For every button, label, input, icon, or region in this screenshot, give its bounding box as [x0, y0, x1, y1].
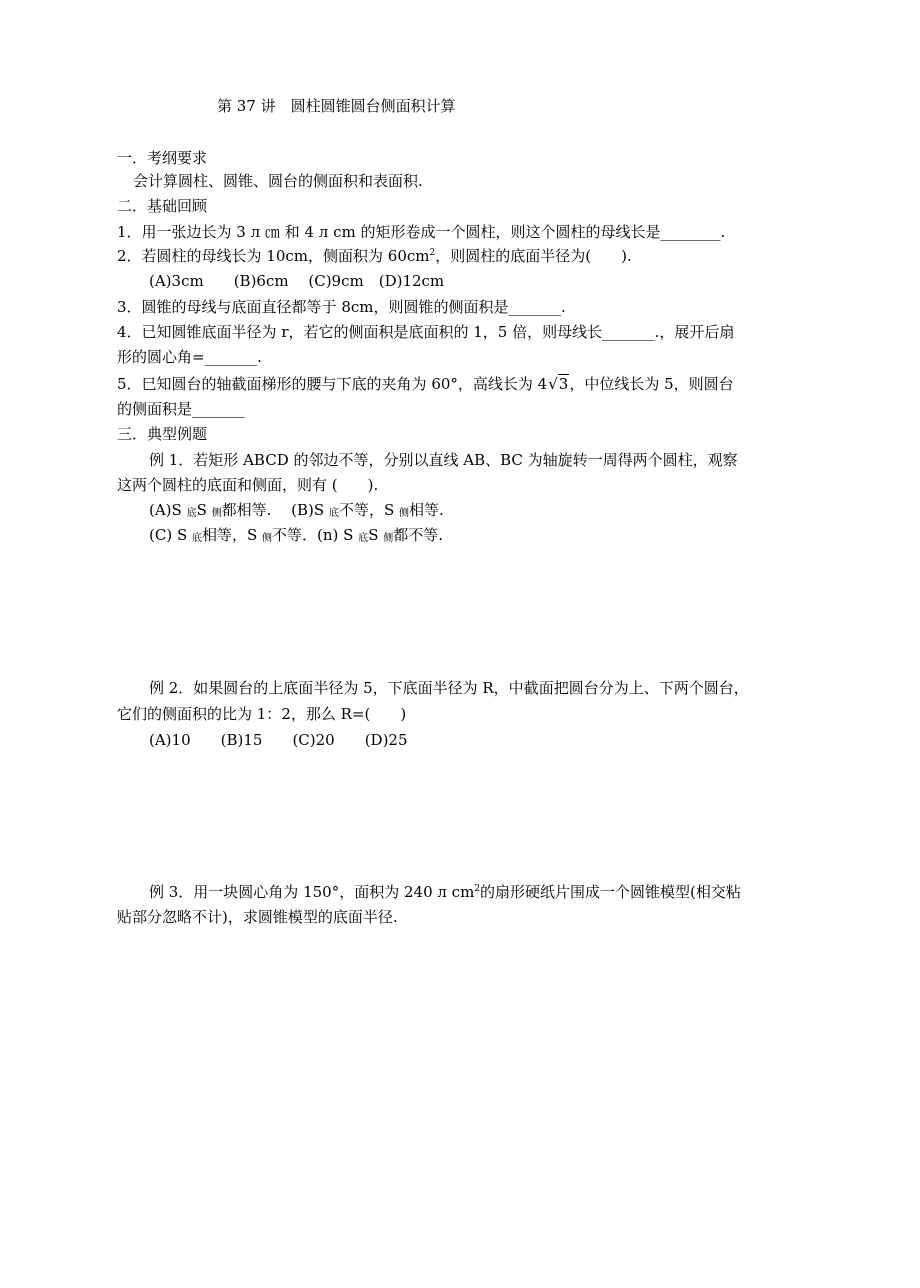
sqrt-radicand: 3: [558, 375, 569, 393]
option-text: S: [368, 526, 384, 544]
question-4-line-1: 4．已知圆锥底面半径为 r，若它的侧面积是底面积的 1，5 倍，则母线长_______.，展开后扇: [117, 323, 735, 341]
subscript: 侧: [383, 533, 394, 544]
question-5-line-2: 的侧面积是_______: [117, 400, 245, 418]
option-text: 都不等.: [393, 526, 444, 544]
subscript: 底: [358, 533, 369, 544]
question-5-line-1: [117, 374, 734, 394]
subscript: 底: [192, 533, 202, 544]
subscript: 侧: [399, 508, 409, 519]
question-2: [117, 246, 632, 266]
example-1-options-ab: [149, 500, 444, 524]
option-text: 相等，S: [202, 526, 263, 544]
question-2-text-end: ，则圆柱的底面半径为( ).: [435, 247, 632, 265]
option-text: 相等.: [409, 501, 444, 519]
option-text: S: [196, 501, 212, 519]
section-heading-requirements: 一．考纲要求: [117, 149, 208, 167]
page-title: 第 37 讲 圆柱圆锥圆台侧面积计算: [217, 97, 456, 115]
example-1-line-2: 这两个圆柱的底面和侧面，则有 ( ).: [117, 476, 379, 494]
section-heading-review: 二．基础回顾: [117, 197, 208, 215]
question-5-text-end: ，中位线长为 5，则圆台: [569, 375, 734, 393]
example-3-text: 例 3．用一块圆心角为 150°，面积为 240 л cm: [149, 883, 475, 901]
requirements-text: 会计算圆柱、圆锥、圆台的侧面积和表面积.: [133, 172, 423, 190]
subscript: 底: [186, 508, 197, 519]
example-2-line-1: 例 2．如果圆台的上底面半径为 5，下底面半径为 R，中截面把圆台分为上、下两个圆台，: [149, 679, 749, 697]
option-text: (A)S: [149, 501, 187, 519]
superscript: 2: [474, 884, 481, 894]
example-2-line-2: 它们的侧面积的比为 1：2，那么 R=( ): [117, 705, 407, 723]
option-text: 都相等. (B)S: [221, 501, 329, 519]
example-3-text-end: 的扇形硬纸片围成一个圆锥模型(相交粘: [480, 883, 741, 901]
question-1: 1．用一张边长为 3 л ㎝ 和 4 л cm 的矩形卷成一个圆柱，则这个圆柱的母线长是________.: [117, 223, 726, 241]
example-1-line-1: 例 1．若矩形 ABCD 的邻边不等，分别以直线 AB、BC 为轴旋转一周得两个圆柱，观察: [149, 451, 738, 469]
option-text: 不等．(n) S: [272, 526, 359, 544]
subscript: 侧: [211, 508, 222, 519]
example-3-line-2: 贴部分忽略不计)，求圆锥模型的底面半径.: [117, 908, 398, 926]
question-5-text: 5．巳知圆台的轴截面梯形的腰与下底的夹角为 60°，高线长为 4: [117, 375, 548, 393]
option-text: 不等，S: [338, 501, 399, 519]
option-text: (C) S: [149, 526, 192, 544]
question-4-line-2: 形的圆心角=_______.: [117, 348, 262, 366]
example-3-line-1: [149, 882, 741, 902]
sqrt-sign: √: [548, 375, 558, 393]
question-3: 3．圆锥的母线与底面直径都等于 8cm，则圆锥的侧面积是_______.: [117, 298, 566, 316]
superscript: 2: [429, 248, 436, 258]
subscript: 底: [328, 508, 339, 519]
question-2-options: (A)3cm (B)6cm (C)9cm (D)12cm: [149, 272, 445, 290]
subscript: 侧: [262, 533, 273, 544]
example-2-options: (A)10 (B)15 (C)20 (D)25: [149, 731, 408, 749]
section-heading-examples: 三．典型例题: [117, 425, 208, 443]
question-2-text: 2．若圆柱的母线长为 10cm，侧面积为 60cm: [117, 247, 430, 265]
example-1-options-cd: [149, 525, 443, 549]
